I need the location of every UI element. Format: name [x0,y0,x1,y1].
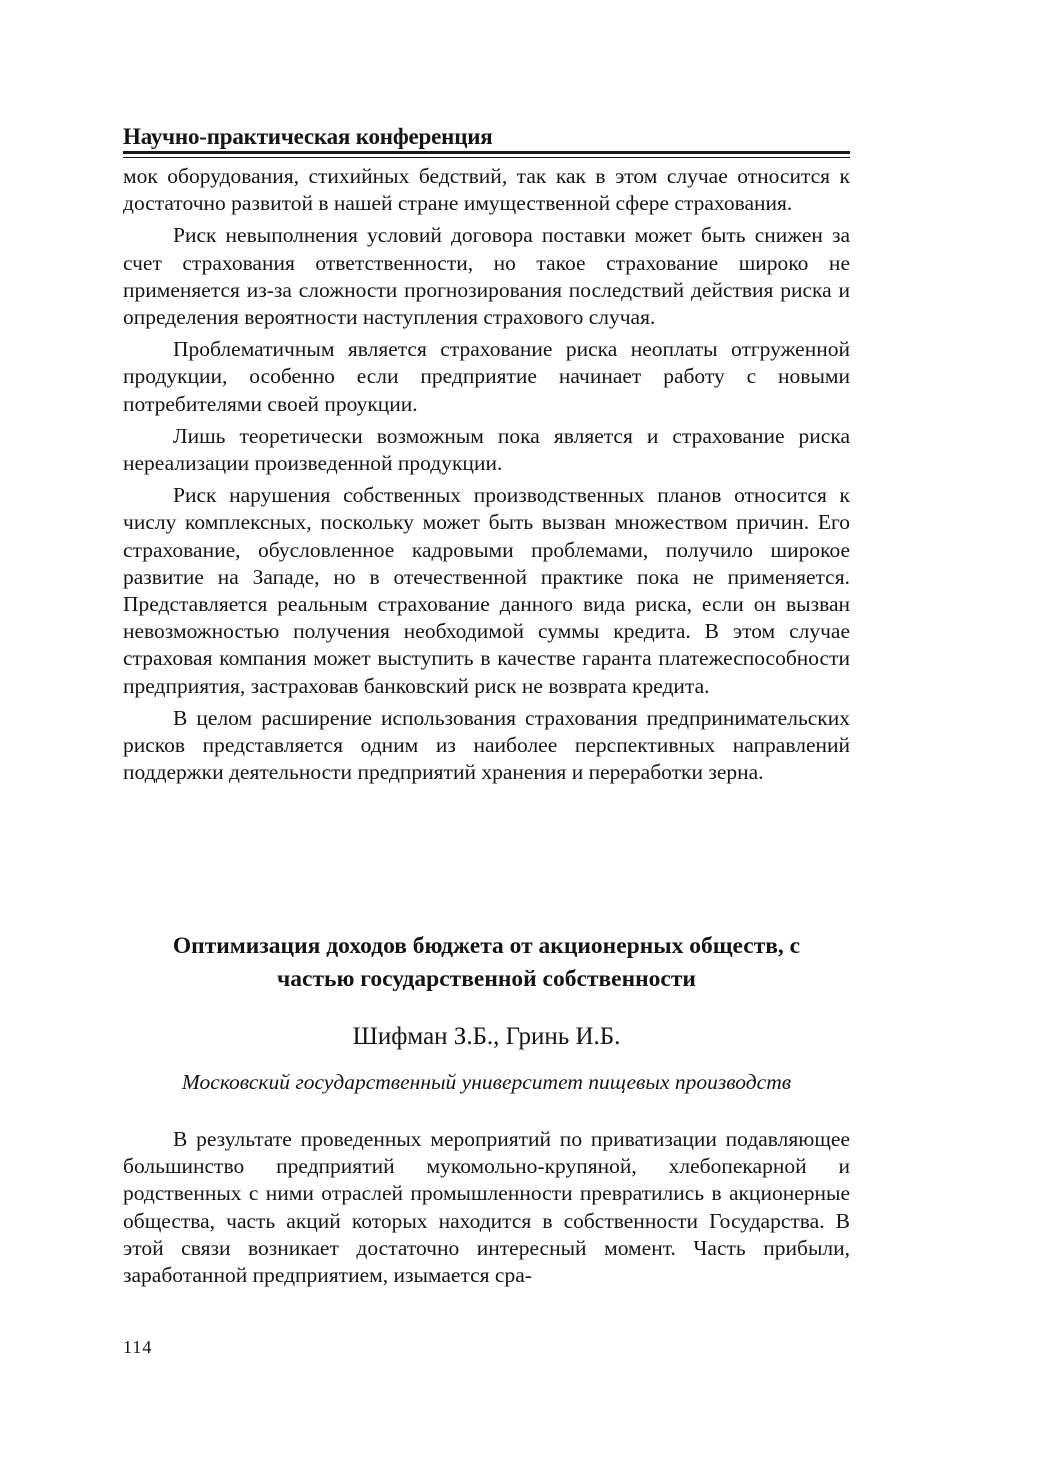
paragraph: В результате проведенных мероприятий по приватизации подавляющее большинство предприятий мукомольно-крупяной, хлебопекарной и родственных с ними отраслей промышленности превратились в акционерные общества, часть акций которых находится в собственности Государства. В этой связи возникает достаточно интересный момент. Часть прибыли, заработанной предприятием, изымается сра- [123,1127,850,1288]
article-title-line-1: Оптимизация доходов бюджета от акционерных обществ, с [172,933,801,959]
article-title [123,930,850,996]
article-title-line-2: частью государственной собственности [277,966,696,992]
paragraph: Риск нарушения собственных производственных планов относится к числу комплексных, поскольку может быть вызван множеством причин. Его страхование, обусловленное кадровыми проблемами, получило широкое развитие на Западе, но в отечественной практике пока не применяется. Представляется реальным страхование данного вида риска, если он вызван невозможностью получения необходимой суммы кредита. В этом случае страховая компания может выступить в качестве гаранта платежеспособности предприятия, застраховав банковский риск не возврата кредита. [123,483,850,698]
paragraph: В целом расширение использования страхования предпринимательских рисков представляется одним из наиболее перспективных направлений поддержки деятельности предприятий хранения и переработки зерна. [123,705,850,785]
article-authors: Шифман З.Б., Гринь И.Б. [352,1023,621,1050]
previous-article-body [123,163,850,786]
running-header: Научно-практическая конференция [123,124,493,149]
paragraph-continued: мок оборудования, стихийных бедствий, так как в этом случае относится к достаточно развитой в нашей стране имущественной сфере страхования. [123,164,850,216]
header-rule-thin [123,157,850,158]
paragraph: Проблематичным является страхование риска неоплаты отгруженной продукции, особенно если предприятие начинает работу с новыми потребителями своей проукции. [123,337,850,416]
article-body [123,1126,850,1289]
header-rule-thick [123,151,850,154]
article-affiliation: Московский государственный университет пищевых производств [181,1070,792,1094]
paragraph: Риск невыполнения условий договора поставки может быть снижен за счет страхования ответственности, но такое страхование широко не применяется из-за сложности прогнозирования последствий действия риска и определения вероятности наступления страхового случая. [123,223,850,330]
page-number: 114 [123,1337,153,1357]
paragraph: Лишь теоретически возможным пока является и страхование риска нереализации произведенной продукции. [123,423,850,476]
